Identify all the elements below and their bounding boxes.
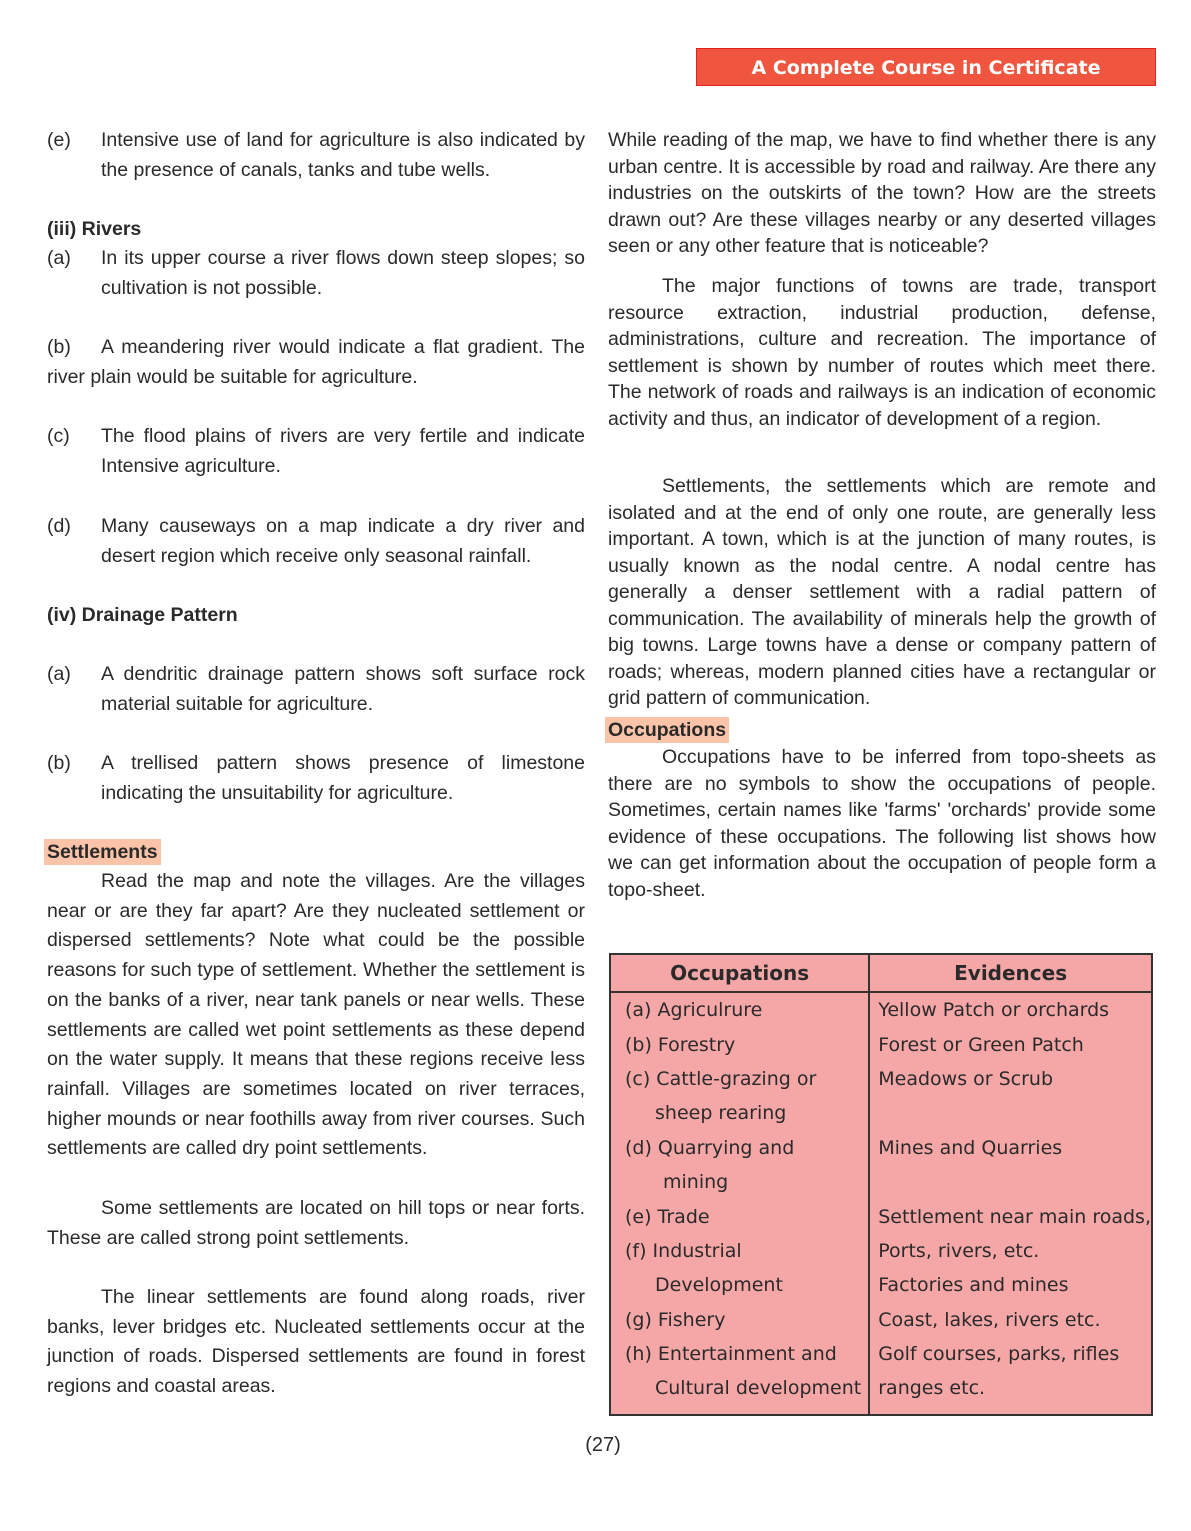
- occupation-cell: (b) Forestry: [610, 1027, 869, 1061]
- settlements-paragraph-3: The linear settlements are found along roads, river banks, lever bridges etc. Nucleated settlements occur at the junction of roads. Dispersed settlements are found in forest regions and coastal areas.: [47, 1286, 585, 1398]
- table-header-row: [610, 954, 1152, 992]
- evidence-cell: [869, 1165, 1152, 1199]
- table-row: [610, 1027, 1152, 1061]
- section-heading-settlements: [47, 837, 585, 867]
- occupation-cell: mining: [610, 1165, 869, 1199]
- list-item: [47, 243, 585, 303]
- highlighted-heading: Settlements: [44, 839, 161, 865]
- item-label: (a): [47, 663, 71, 685]
- occupations-table: [609, 953, 1153, 1416]
- evidence-cell: [869, 1096, 1152, 1130]
- item-text: In its upper course a river flows down steep slopes; so cultivation is not possible.: [101, 247, 585, 299]
- page-number: (27): [585, 1434, 621, 1456]
- list-item: [47, 511, 585, 571]
- item-label: (a): [47, 247, 71, 269]
- table-row: [610, 1303, 1152, 1337]
- occupation-cell: Cultural development: [610, 1371, 869, 1414]
- occupation-cell: (h) Entertainment and: [610, 1337, 869, 1371]
- item-label: (b): [47, 752, 71, 774]
- list-item: [47, 332, 585, 392]
- item-text: A dendritic drainage pattern shows soft surface rock material suitable for agriculture.: [101, 663, 585, 715]
- table-row: [610, 1131, 1152, 1165]
- list-item: [47, 748, 585, 808]
- occupation-cell: (f) Industrial: [610, 1234, 869, 1268]
- section-heading-rivers: (iii) Rivers: [47, 218, 142, 240]
- list-item: [47, 421, 585, 481]
- item-text: A trellised pattern shows presence of limestone indicating the unsuitability for agriculture.: [101, 752, 585, 804]
- evidence-cell: Factories and mines: [878, 1274, 1069, 1297]
- item-text: Intensive use of land for agriculture is also indicated by the presence of canals, tanks and tube wells.: [101, 129, 585, 181]
- occupation-cell: (g) Fishery: [610, 1303, 869, 1337]
- evidence-cell: Golf courses, parks, rifles: [878, 1343, 1120, 1366]
- occupation-cell: (a) Agriculrure: [610, 992, 869, 1027]
- nodal-centre-paragraph: Settlements, the settlements which are remote and isolated and at the end of only one route, are generally less important. A town, which is at the junction of many routes, is usually known as the nodal centre. A nodal centre has generally a denser settlement with a radial pattern of communication. The availability of minerals help the growth of big towns. Large towns have a dense or company pattern of roads; whereas, modern planned cities have a rectangular or grid pattern of communication.: [608, 475, 1156, 709]
- item-label: (e): [47, 129, 71, 151]
- settlements-paragraph-2: Some settlements are located on hill tops or near forts. These are called strong point settlements.: [47, 1197, 585, 1249]
- item-text: The flood plains of rivers are very fertile and indicate Intensive agriculture.: [101, 425, 585, 477]
- table-row: [610, 1234, 1152, 1268]
- occupation-cell: Development: [610, 1268, 869, 1302]
- item-text: A meandering river would indicate a flat gradient. The river plain would be suitable for agriculture.: [47, 336, 585, 388]
- settlements-paragraph-1: Read the map and note the villages. Are the villages near or are they far apart? Are they nucleated settlement or dispersed settlements? Note what could be the possible reasons for such type of settlement. Whether the settlement is on the banks of a river, near tank panels or near wells. These settlements are called wet point settlements as these depend on the water supply. It means that these regions receive less rainfall. Villages are sometimes located on river terraces, higher mounds or near foothills away from river courses. Such settlements are called dry point settlements.: [47, 870, 585, 1160]
- table-row: [610, 1337, 1152, 1371]
- section-heading-drainage: (iv) Drainage Pattern: [47, 604, 238, 626]
- evidence-cell: Forest or Green Patch: [878, 1033, 1084, 1056]
- evidence-cell: ranges etc.: [878, 1377, 986, 1400]
- evidence-cell: Ports, rivers, etc.: [878, 1239, 1040, 1262]
- occupation-cell: (d) Quarrying and: [610, 1131, 869, 1165]
- column-header-occupations: Occupations: [610, 954, 869, 992]
- highlighted-heading: Occupations: [605, 717, 729, 743]
- table-row: [610, 1199, 1152, 1233]
- item-label: (b): [47, 336, 71, 358]
- urban-paragraph: While reading of the map, we have to find whether there is any urban centre. It is accessible by road and railway. Are there any industries on the outskirts of the town? How are the streets drawn out? Are these villages nearby or any deserted villages seen or any other feature that is noticeable?: [608, 129, 1156, 257]
- occupation-cell: sheep rearing: [610, 1096, 869, 1130]
- item-label: (d): [47, 515, 71, 537]
- evidence-cell: Mines and Quarries: [878, 1136, 1063, 1159]
- evidence-cell: Yellow Patch or orchards: [878, 999, 1110, 1022]
- table-row: [610, 1165, 1152, 1199]
- section-heading-occupations: [608, 716, 1156, 744]
- occupations-paragraph: Occupations have to be inferred from topo-sheets as there are no symbols to show the occupations of people. Sometimes, certain names like 'farms' 'orchards' provide some evidence of these occupations. The following list shows how we can get information about the occupation of people form a topo-sheet.: [608, 746, 1156, 901]
- occupation-cell: (e) Trade: [610, 1199, 869, 1233]
- evidence-cell: Meadows or Scrub: [878, 1067, 1054, 1090]
- book-title-banner: A Complete Course in Certificate Geography-II: [696, 48, 1156, 86]
- table-row: [610, 992, 1152, 1027]
- table-row: [610, 1096, 1152, 1130]
- list-item: [47, 125, 585, 185]
- column-header-evidences: Evidences: [869, 954, 1152, 992]
- evidence-cell: Settlement near main roads,: [878, 1205, 1151, 1228]
- table-row: [610, 1268, 1152, 1302]
- item-text: Many causeways on a map indicate a dry river and desert region which receive only seasonal rainfall.: [101, 515, 585, 567]
- occupation-cell: (c) Cattle-grazing or: [610, 1062, 869, 1096]
- evidence-cell: Coast, lakes, rivers etc.: [878, 1308, 1101, 1331]
- table-row: [610, 1371, 1152, 1414]
- list-item: [47, 659, 585, 719]
- item-label: (c): [47, 425, 70, 447]
- town-functions-paragraph: The major functions of towns are trade, transport resource extraction, industrial production, defense, administrations, culture and recreation. The importance of settlement is shown by number of routes which meet there. The network of roads and railways is an indication of economic activity and thus, an indicator of development of a region.: [608, 275, 1156, 430]
- table-row: [610, 1062, 1152, 1096]
